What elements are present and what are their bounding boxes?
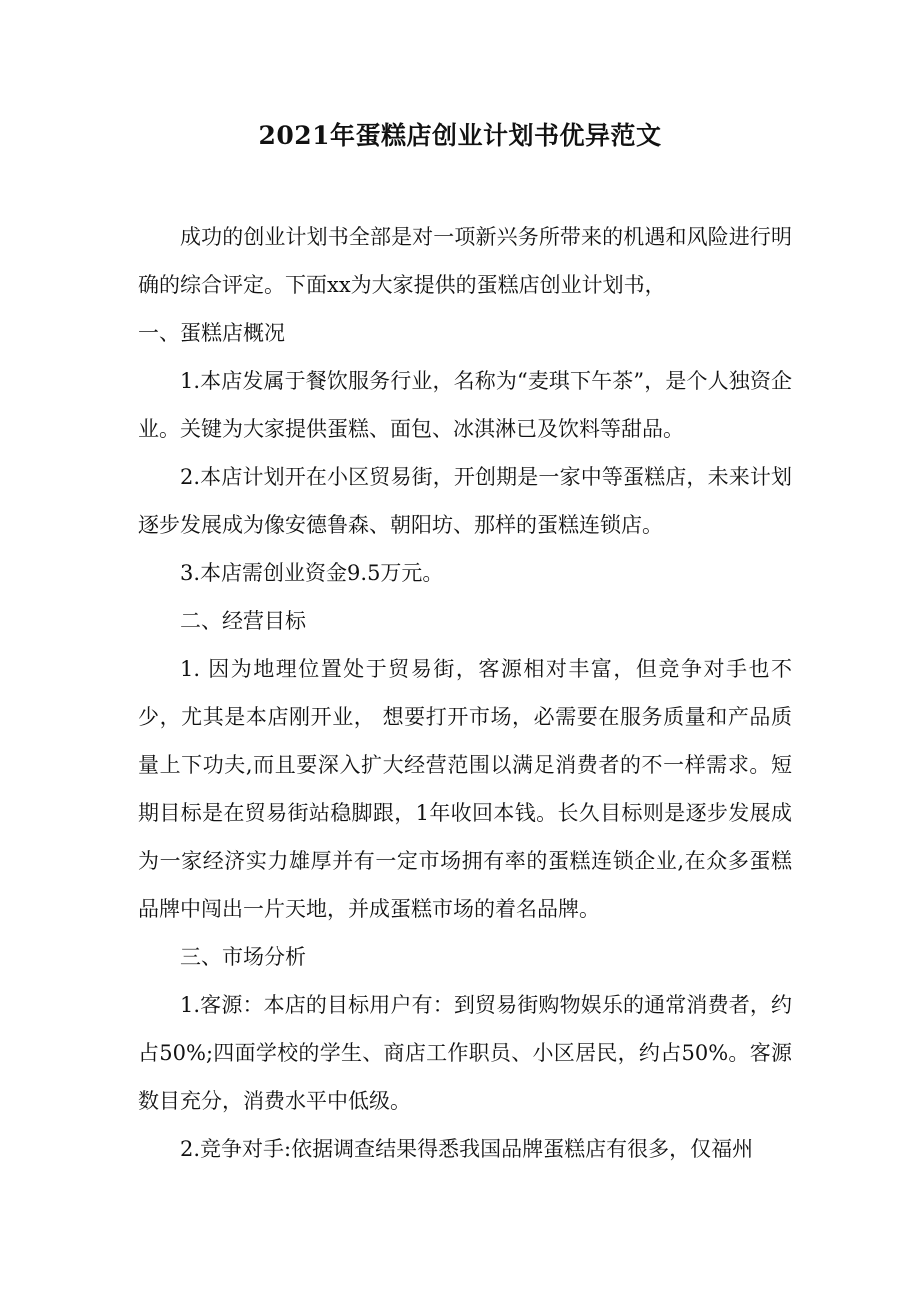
- paragraph-goals-1: 1. 因为地理位置处于贸易街，客源相对丰富，但竞争对手也不少，尤其是本店刚开业， 想要打开市场，必需要在服务质量和产品质量上下功夫,而且要深入扩大经营范围以满足消费者的不一样需求。短期目标是在贸易街站稳脚跟，1年收回本钱。长久目标则是逐步发展成为一家经济实力雄厚并有一定市场拥有率的蛋糕连锁企业,在众多蛋糕品牌中闯出一片天地，并成蛋糕市场的着名品牌。: [138, 657, 792, 921]
- paragraph-overview-3: 3.本店需创业资金9.5万元。: [180, 561, 444, 585]
- section-heading-market: 三、市场分析: [180, 945, 306, 969]
- paragraph-overview-2: 2.本店计划开在小区贸易街，开创期是一家中等蛋糕店，未来计划逐步发展成为像安德鲁森、朝阳坊、那样的蛋糕连锁店。: [138, 465, 792, 537]
- section-heading-goals: 二、经营目标: [180, 609, 306, 633]
- paragraph-market-2: 2.竞争对手:依据调查结果得悉我国品牌蛋糕店有很多，仅福州: [180, 1137, 754, 1161]
- section-heading-overview: 一、蛋糕店概况: [138, 321, 285, 345]
- paragraph-overview-1: 1.本店发属于餐饮服务行业，名称为“麦琪下午茶”，是个人独资企业。关键为大家提供蛋糕、面包、冰淇淋已及饮料等甜品。: [138, 369, 792, 441]
- document-title: 2021年蛋糕店创业计划书优异范文: [258, 121, 662, 150]
- paragraph-intro: 成功的创业计划书全部是对一项新兴务所带来的机遇和风险进行明确的综合评定。下面xx为大家提供的蛋糕店创业计划书，: [138, 225, 792, 297]
- document-body: [138, 213, 792, 1173]
- paragraph-market-1: 1.客源：本店的目标用户有：到贸易街购物娱乐的通常消费者，约占50%;四面学校的学生、商店工作职员、小区居民，约占50%。客源数目充分，消费水平中低级。: [138, 993, 792, 1113]
